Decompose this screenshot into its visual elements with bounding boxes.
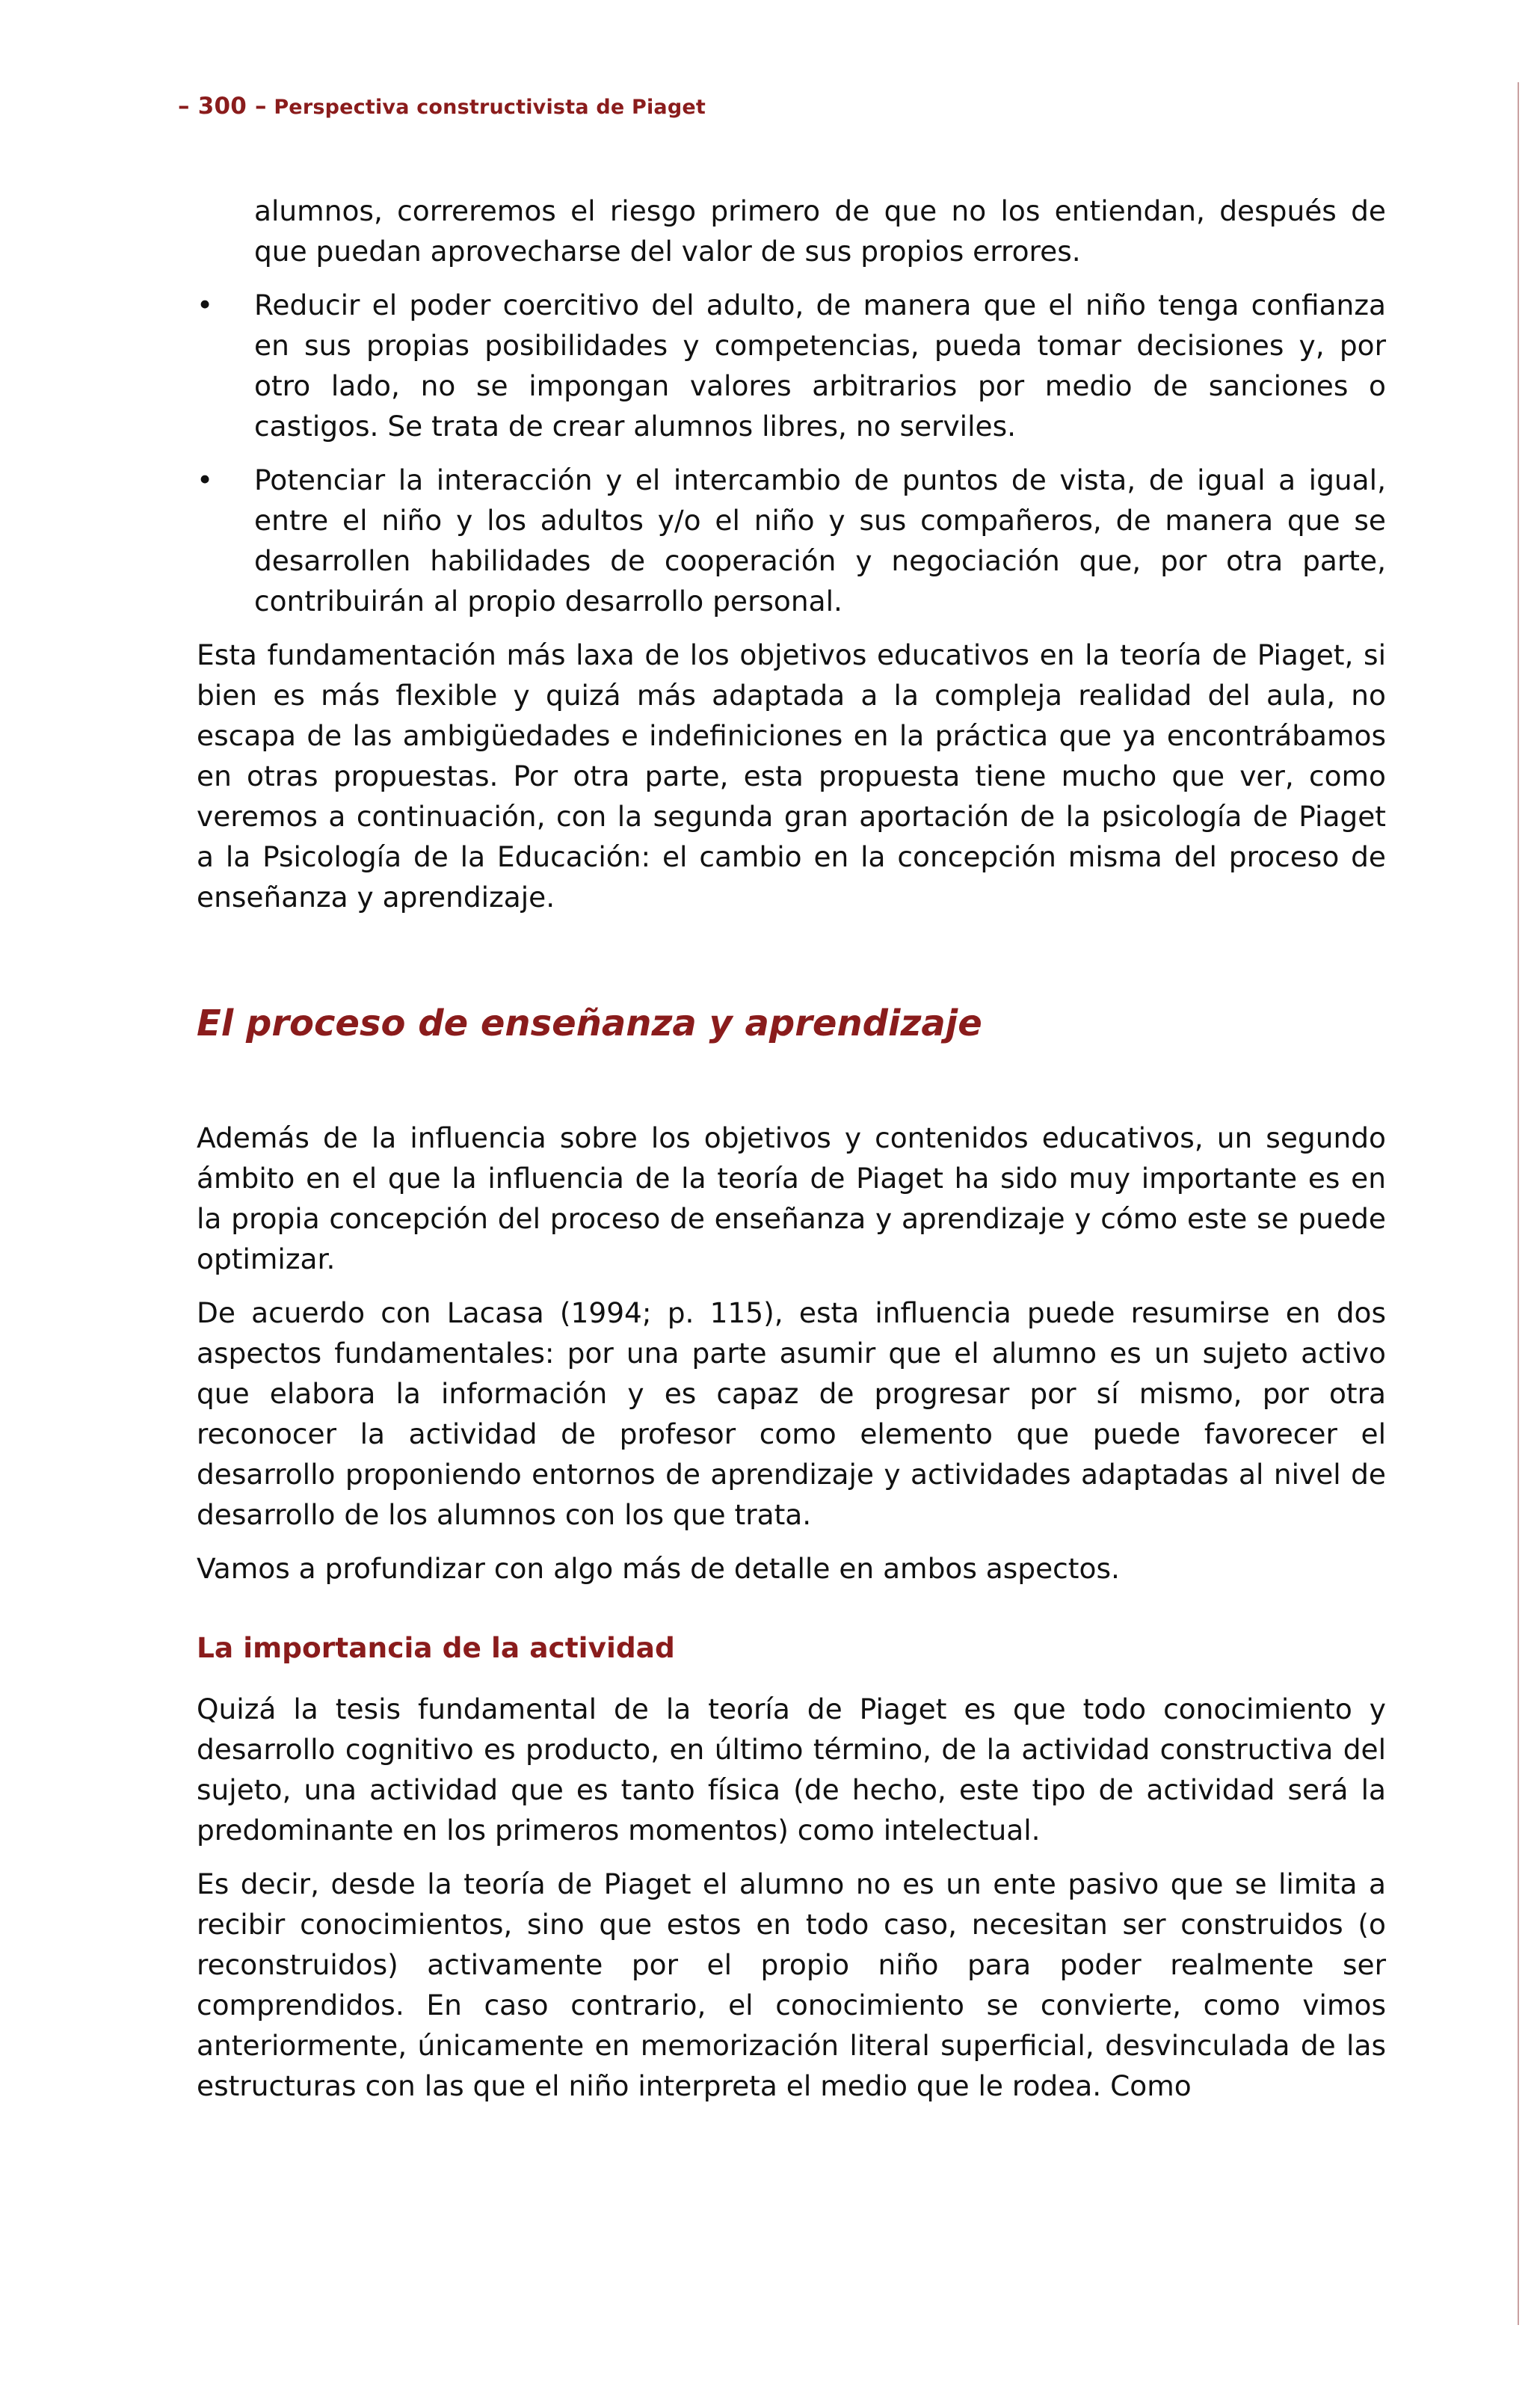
bullet-icon: • (197, 289, 214, 321)
body-paragraph: Además de la influencia sobre los objetivos y contenidos educativos, un segundo ámbito en el que la influencia de la teoría de Piaget ha sido muy importante es en la propia concepción del proceso de enseñanza y aprendizaje y cómo este se puede optimizar. (197, 1121, 1386, 1275)
page-number: – 300 – (178, 93, 267, 120)
section-heading: El proceso de enseñanza y aprendizaje (197, 1003, 982, 1044)
body-paragraph: Vamos a profundizar con algo más de detalle en ambos aspectos. (197, 1552, 1120, 1585)
bullet-item (197, 460, 1386, 621)
bullet-text: Reducir el poder coercitivo del adulto, de manera que el niño tenga confianza en sus propias posibilidades y competencias, pueda tomar decisiones y, por otro lado, no se impongan valores arbitrarios por medio de sanciones o castigos. Se trata de crear alumnos libres, no serviles. (254, 289, 1386, 443)
running-header (178, 93, 706, 120)
subsection-heading: La importancia de la actividad (197, 1631, 675, 1664)
running-title: Perspectiva constructivista de Piaget (274, 96, 706, 119)
page-body (197, 191, 1386, 2106)
bullet-item (197, 285, 1386, 446)
body-paragraph: Quizá la tesis fundamental de la teoría de Piaget es que todo conocimiento y desarrollo cognitivo es producto, en último término, de la actividad constructiva del sujeto, una actividad que es tanto física (de hecho, este tipo de actividad será la predominante en los primeros momentos) como intelectual. (197, 1693, 1386, 1847)
bullet-list (197, 285, 1386, 621)
continued-paragraph: alumnos, correremos el riesgo primero de que no los entiendan, después de que puedan aprovecharse del valor de sus propios errores. (254, 194, 1386, 268)
body-paragraph: Es decir, desde la teoría de Piaget el alumno no es un ente pasivo que se limita a recibir conocimientos, sino que estos en todo caso, necesitan ser construidos (o reconstruidos) activamente por el propio niño para poder realmente ser comprendidos. En caso contrario, el conocimiento se convierte, como vimos anteriormente, únicamente en memorización literal superficial, desvinculada de las estructuras con las que el niño interpreta el medio que le rodea. Como (197, 1867, 1386, 2102)
bullet-icon: • (197, 464, 214, 496)
margin-rule (1518, 82, 1519, 2325)
body-paragraph: Esta fundamentación más laxa de los objetivos educativos en la teoría de Piaget, si bien es más flexible y quizá más adaptada a la compleja realidad del aula, no escapa de las ambigüedades e indefiniciones en la práctica que ya encontrábamos en otras propuestas. Por otra parte, esta propuesta tiene mucho que ver, como veremos a continuación, con la segunda gran aportación de la psicología de Piaget a la Psicología de la Educación: el cambio en la concepción misma del proceso de enseñanza y aprendizaje. (197, 638, 1386, 914)
body-paragraph: De acuerdo con Lacasa (1994; p. 115), esta influencia puede resumirse en dos aspectos fundamentales: por una parte asumir que el alumno es un sujeto activo que elabora la información y es capaz de progresar por sí mismo, por otra reconocer la actividad de profesor como elemento que puede favorecer el desarrollo proponiendo entornos de aprendizaje y actividades adaptadas al nivel de desarrollo de los alumnos con los que trata. (197, 1296, 1386, 1531)
bullet-text: Potenciar la interacción y el intercambio de puntos de vista, de igual a igual, entre el niño y los adultos y/o el niño y sus compañeros, de manera que se desarrollen habilidades de cooperación y negociación que, por otra parte, contribuirán al propio desarrollo personal. (254, 464, 1386, 618)
